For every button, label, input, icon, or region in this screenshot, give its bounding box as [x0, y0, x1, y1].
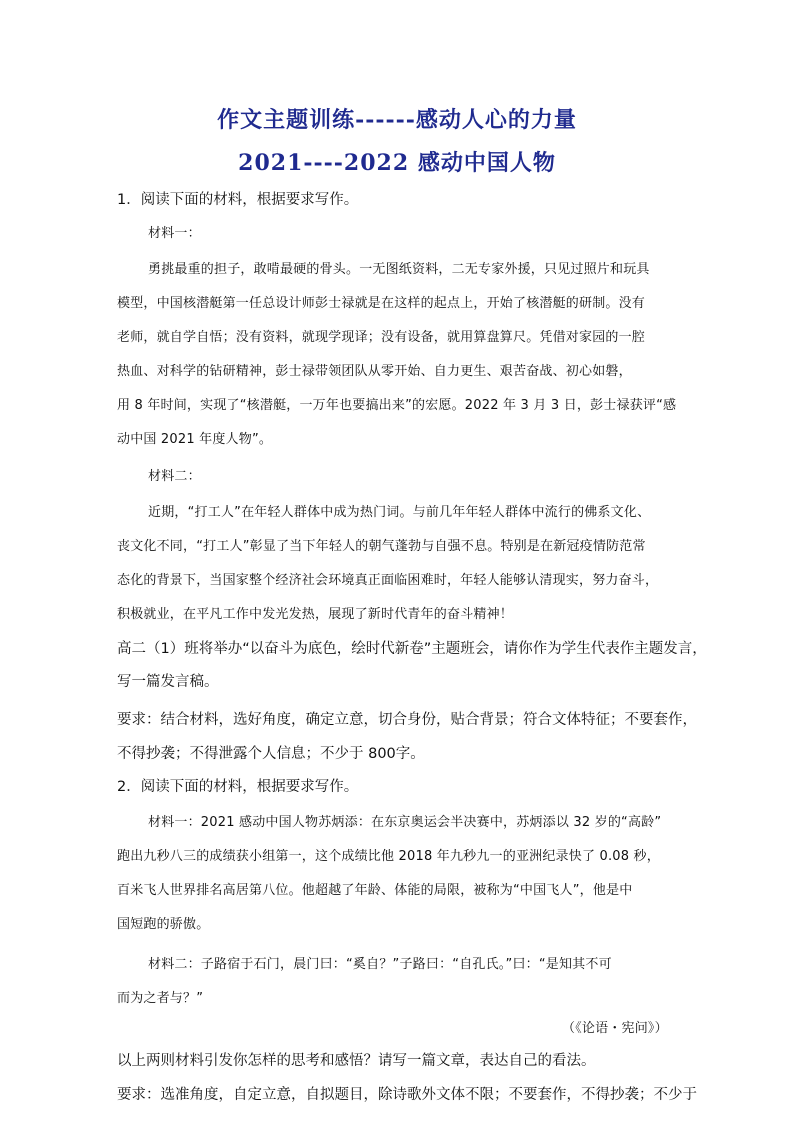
q2-material-2-line: 而为之者与？” [117, 991, 204, 1006]
q2-material-1-line: 跑出九秒八三的成绩获小组第一，这个成绩比他 2018 年九秒九一的亚洲纪录快了 0.08 秒， [117, 849, 660, 864]
q1-material-1-line: 老师，就自学自悟；没有资料，就现学现译；没有设备，就用算盘算尺。凭借对家园的一腔 [117, 330, 646, 345]
question-1-prompt: 1．阅读下面的材料，根据要求写作。 [117, 192, 359, 208]
q2-material-1-line: 材料一：2021 感动中国人物苏炳添：在东京奥运会半决赛中，苏炳添以 32 岁的“高龄” [148, 815, 662, 830]
q1-task-line: 写一篇发言稿。 [117, 674, 219, 690]
q1-material-1-line: 勇挑最重的担子，敢啃最硬的骨头。一无图纸资料，二无专家外援，只见过照片和玩具 [148, 262, 650, 277]
q1-requirement-line: 要求：结合材料，选好角度，确定立意，切合身份，贴合背景；符合文体特征；不要套作， [117, 712, 697, 728]
q1-material-2-line: 丧文化不同，“打工人”彰显了当下年轻人的朝气蓬勃与自强不息。特别是在新冠疫情防范常 [117, 539, 646, 554]
q1-task-line: 高二（1）班将举办“以奋斗为底色，绘时代新卷”主题班会，请你作为学生代表作主题发言， [117, 641, 707, 657]
q2-material-2-line: 材料二：子路宿于石门，晨门曰：“奚自？”子路曰：“自孔氏。”曰：“是知其不可 [148, 957, 612, 972]
page-subtitle: 2021----2022 感动中国人物 [238, 150, 556, 176]
q1-material-1-label: 材料一： [148, 226, 201, 241]
q1-material-2-line: 态化的背景下，当国家整个经济社会环境真正面临困难时，年轻人能够认清现实，努力奋斗， [117, 573, 659, 588]
q1-material-1-line: 用 8 年时间，实现了“核潜艇，一万年也要搞出来”的宏愿。2022 年 3 月 3 日，彭士禄获评“感 [117, 398, 677, 413]
question-2-prompt: 2．阅读下面的材料，根据要求写作。 [117, 779, 359, 795]
q1-material-2-line: 积极就业，在平凡工作中发光发热，展现了新时代青年的奋斗精神！ [117, 607, 514, 622]
q2-material-1-line: 百米飞人世界排名高居第八位。他超越了年龄、体能的局限，被称为“中国飞人”，他是中 [117, 883, 633, 898]
q2-task: 以上两则材料引发你怎样的思考和感悟？请写一篇文章，表达自己的看法。 [117, 1053, 596, 1069]
q1-material-1-line: 模型，中国核潜艇第一任总设计师彭士禄就是在这样的起点上，开始了核潜艇的研制。没有 [117, 296, 646, 311]
q1-material-1-line: 热血、对科学的钻研精神，彭士禄带领团队从零开始、自力更生、艰苦奋战、初心如磐， [117, 364, 632, 379]
q2-requirement: 要求：选准角度，自定立意，自拟题目，除诗歌外文体不限；不要套作，不得抄袭；不少于 [117, 1087, 697, 1103]
page-title: 作文主题训练------感动人心的力量 [217, 107, 577, 133]
q1-material-1-line: 动中国 2021 年度人物”。 [117, 432, 273, 447]
q1-material-2-line: 近期，“打工人”在年轻人群体中成为热门词。与前几年年轻人群体中流行的佛系文化、 [148, 505, 651, 520]
q1-material-2-label: 材料二： [148, 469, 201, 484]
q1-requirement-line: 不得抄袭；不得泄露个人信息；不少于 800字。 [117, 746, 425, 762]
q2-source-citation: （《论语・宪问》） [562, 1021, 668, 1036]
q2-material-1-line: 国短跑的骄傲。 [117, 917, 210, 932]
